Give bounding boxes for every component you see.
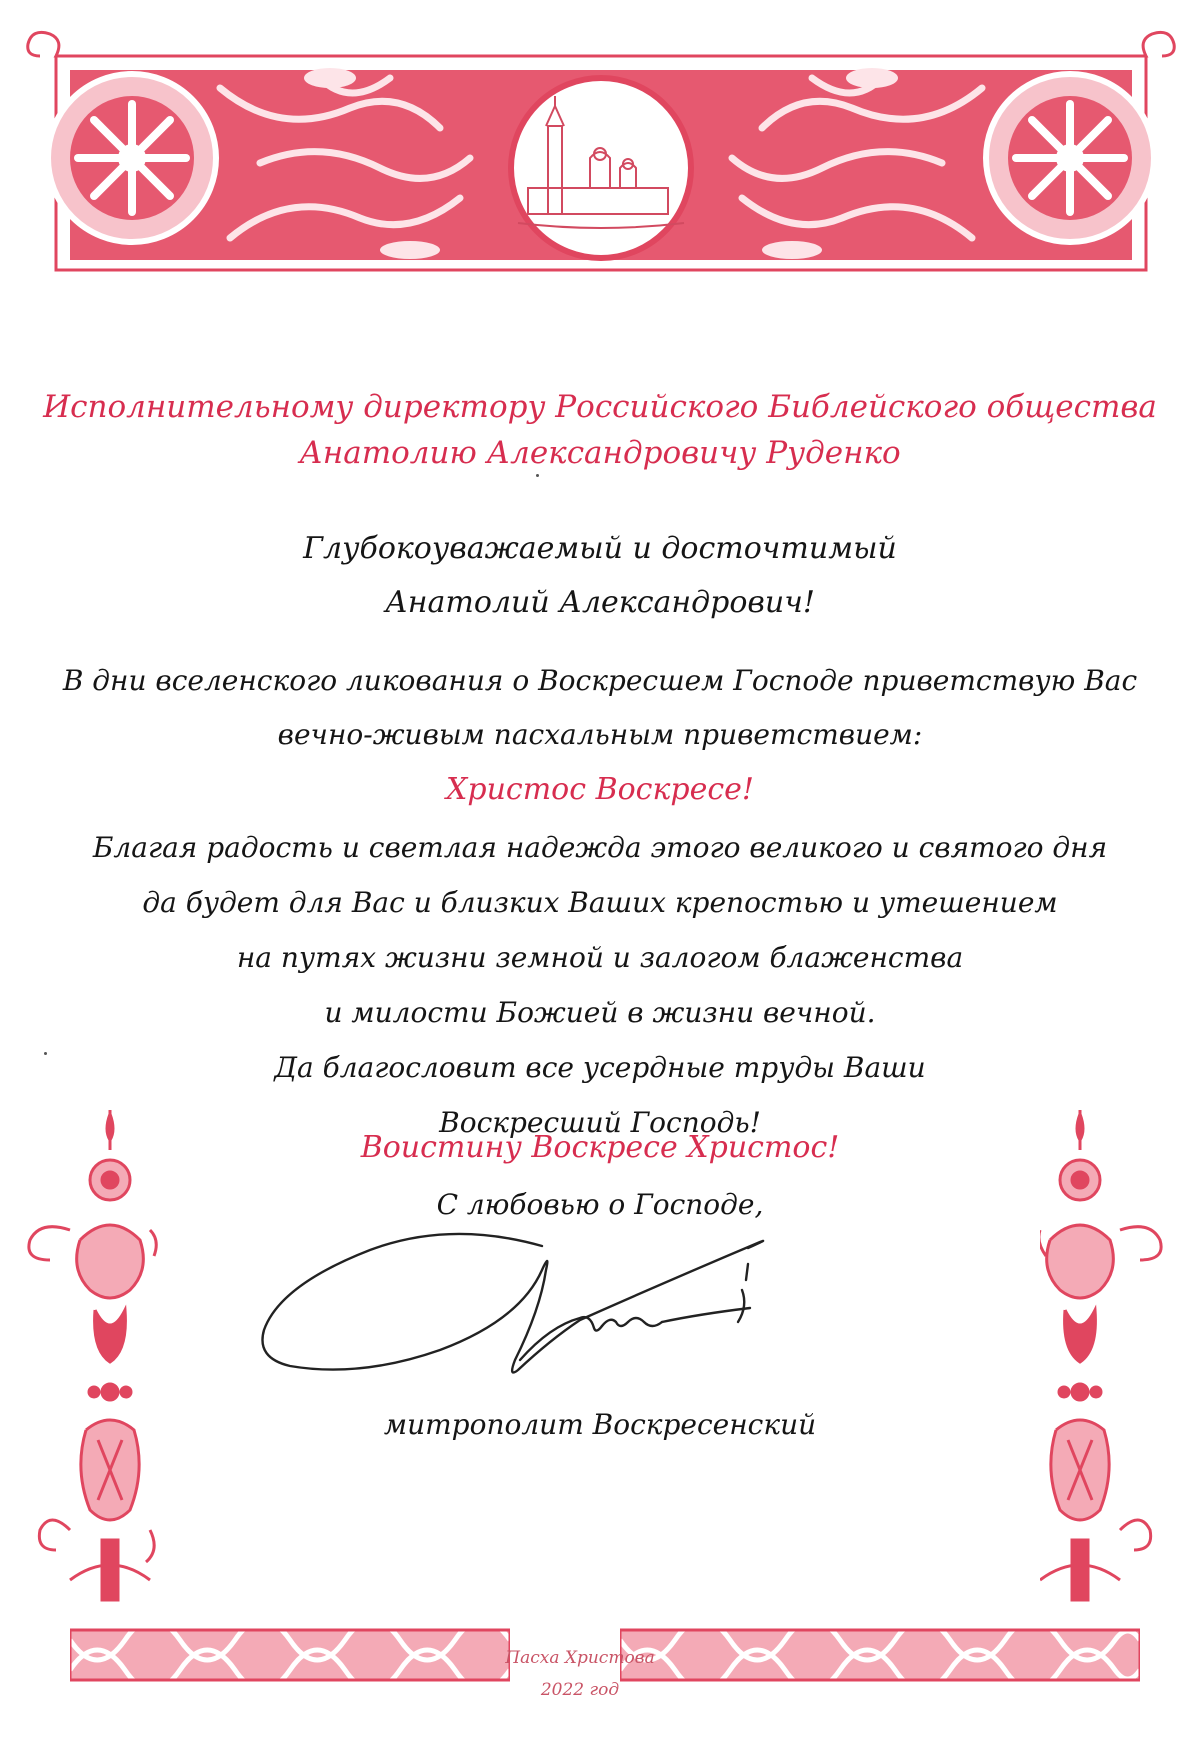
- addressee-name: Анатолию Александровичу Руденко: [299, 435, 901, 471]
- occasion-name: Пасха Христова: [505, 1648, 655, 1668]
- signer-title: [0, 1400, 1200, 1450]
- occasion-year: 2022 год: [540, 1680, 620, 1700]
- header-ornament: [20, 18, 1182, 290]
- salutation: [0, 522, 1200, 630]
- scan-speck: [44, 1052, 47, 1055]
- right-floral-column: [1040, 1110, 1190, 1690]
- paschal-response-text: Воистину Воскресе Христос!: [360, 1130, 840, 1165]
- handwritten-signature: [250, 1210, 850, 1400]
- letter-intro: [0, 654, 1200, 762]
- letter-wishes: [0, 820, 1200, 1150]
- paschal-greeting-text: Христос Воскресе!: [446, 772, 754, 807]
- wish-line-2: да будет для Вас и близких Ваших крепостью и утешением: [142, 886, 1058, 919]
- paschal-greeting: [0, 760, 1200, 820]
- salutation-line-2: Анатолий Александрович!: [385, 585, 815, 620]
- left-floral-column: [10, 1110, 160, 1690]
- wish-line-5: Да благословит все усердные труды Ваши: [274, 1051, 926, 1084]
- intro-line-1: В дни вселенского ликования о Воскресшем Господе приветствую Вас: [62, 664, 1138, 697]
- paschal-response: [0, 1118, 1200, 1178]
- signer-title-text: митрополит Воскресенский: [383, 1408, 817, 1441]
- monastery-medallion: [511, 78, 691, 258]
- wish-line-6: Воскресший Господь!: [439, 1106, 761, 1139]
- valediction-text: С любовью о Господе,: [436, 1188, 764, 1221]
- right-rosette-icon: [986, 74, 1154, 242]
- wish-line-4: и милости Божией в жизни вечной.: [324, 996, 876, 1029]
- wish-line-3: на путях жизни земной и залогом блаженства: [236, 941, 964, 974]
- bottom-left-interlace: [70, 1610, 510, 1700]
- wish-line-1: Благая радость и светлая надежда этого великого и святого дня: [92, 831, 1108, 864]
- occasion-date: [500, 1642, 660, 1706]
- intro-line-2: вечно-живым пасхальным приветствием:: [277, 718, 923, 751]
- salutation-line-1: Глубокоуважаемый и досточтимый: [303, 531, 897, 566]
- left-rosette-icon: [48, 74, 216, 242]
- scan-speck: [536, 474, 539, 477]
- addressee-position: Исполнительному директору Российского Библейского общества: [43, 389, 1157, 425]
- bottom-right-interlace: [620, 1610, 1140, 1700]
- addressee: [0, 384, 1200, 476]
